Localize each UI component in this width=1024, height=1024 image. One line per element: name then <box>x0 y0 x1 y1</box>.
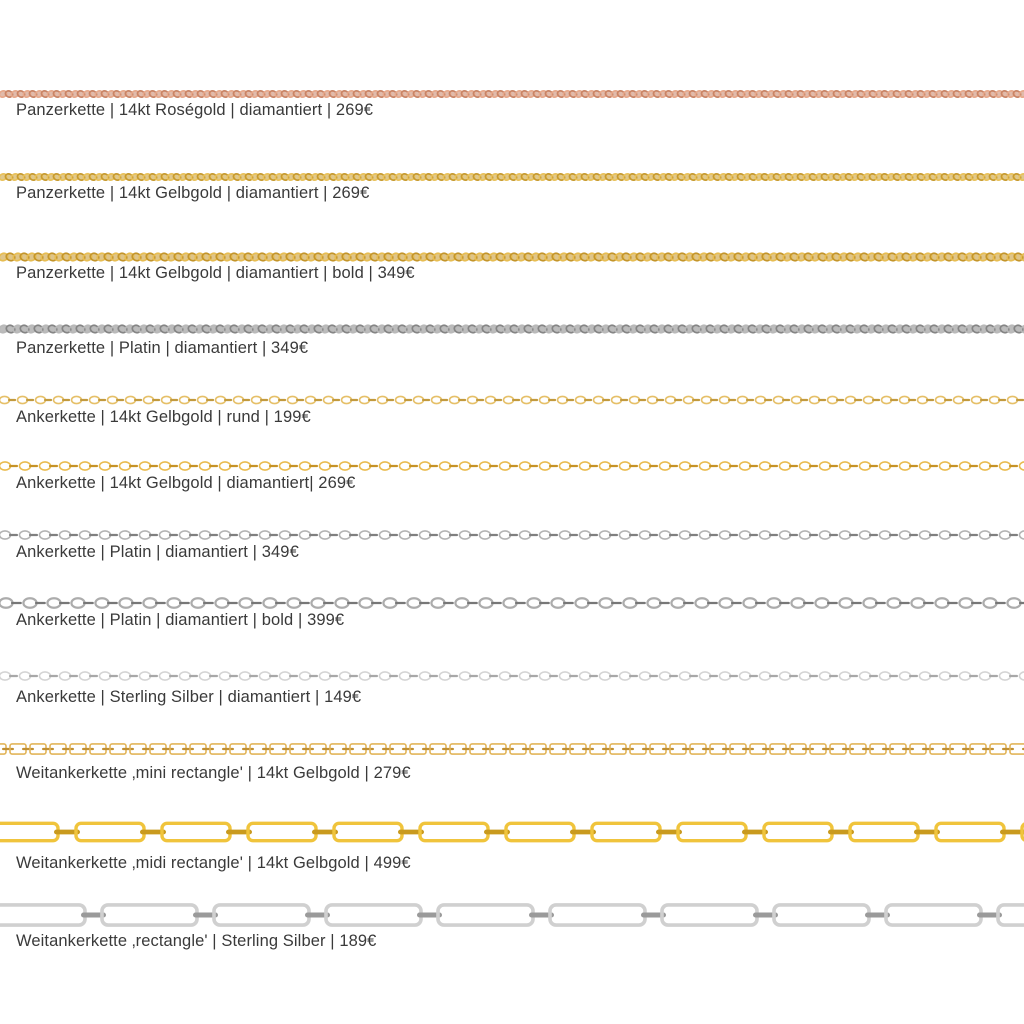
chain-label: Weitankerkette ‚mini rectangle' | 14kt Gelbgold | 279€ <box>16 764 411 782</box>
chain-label: Panzerkette | 14kt Gelbgold | diamantiert | bold | 349€ <box>16 264 415 282</box>
chain-image <box>0 172 1024 182</box>
chain-image <box>0 395 1024 405</box>
chain-image <box>0 596 1024 610</box>
chain-label: Ankerkette | 14kt Gelbgold | diamantiert| 269€ <box>16 474 356 492</box>
chain-label: Ankerkette | Platin | diamantiert | bold | 399€ <box>16 611 345 629</box>
chain-image <box>0 670 1024 682</box>
chain-image <box>0 89 1024 99</box>
chain-image <box>0 820 1024 844</box>
chain-image <box>0 742 1024 756</box>
chain-image <box>0 323 1024 335</box>
chain-label: Weitankerkette ‚rectangle' | Sterling Silber | 189€ <box>16 932 377 950</box>
chain-label: Ankerkette | Sterling Silber | diamantiert | 149€ <box>16 688 362 706</box>
chain-image <box>0 901 1024 929</box>
chain-image <box>0 251 1024 263</box>
chain-label: Panzerkette | 14kt Roségold | diamantiert | 269€ <box>16 101 374 119</box>
chain-label: Ankerkette | Platin | diamantiert | 349€ <box>16 543 299 561</box>
chain-image <box>0 529 1024 541</box>
chain-label: Panzerkette | Platin | diamantiert | 349€ <box>16 339 309 357</box>
chain-label: Weitankerkette ‚midi rectangle' | 14kt Gelbgold | 499€ <box>16 854 411 872</box>
chain-label: Panzerkette | 14kt Gelbgold | diamantiert | 269€ <box>16 184 370 202</box>
chain-label: Ankerkette | 14kt Gelbgold | rund | 199€ <box>16 408 311 426</box>
chain-image <box>0 460 1024 472</box>
